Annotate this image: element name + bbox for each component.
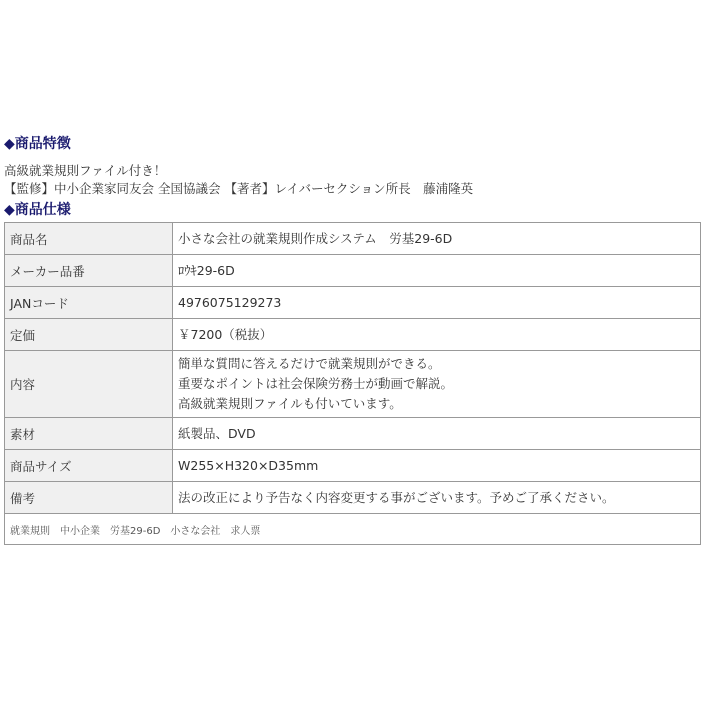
- specs-heading: ◆商品仕様: [4, 202, 71, 218]
- table-row: [5, 287, 701, 319]
- spec-value-product-name: [173, 223, 701, 255]
- spec-label-jan-code: JANコード: [5, 287, 173, 319]
- spec-value-price: [173, 319, 701, 351]
- spec-value-maker-code: [173, 255, 701, 287]
- keywords-row: 就業規則 中小企業 労基29-6D 小さな会社 求人票: [4, 514, 701, 545]
- product-description: [4, 134, 701, 545]
- table-row: [5, 351, 701, 418]
- value-line: ￥7200（税抜）: [178, 326, 273, 342]
- value-line: ﾛｳｷ29-6D: [178, 262, 235, 278]
- value-line: 紙製品、DVD: [178, 425, 256, 441]
- value-line: 簡単な質問に答えるだけで就業規則ができる。: [178, 356, 441, 371]
- spec-label-size: 商品サイズ: [5, 450, 173, 482]
- features-heading: ◆商品特徴: [4, 136, 71, 152]
- spec-label-maker-code: メーカー品番: [5, 255, 173, 287]
- features-text: [4, 162, 701, 198]
- spec-label-material: 素材: [5, 418, 173, 450]
- spec-value-contents: [173, 351, 701, 418]
- table-row: [5, 418, 701, 450]
- value-line: 4976075129273: [178, 294, 282, 310]
- value-line: 法の改正により予告なく内容変更する事がございます。予めご了承ください。: [178, 489, 615, 505]
- spec-table: [4, 222, 701, 514]
- table-row: [5, 482, 701, 514]
- value-line: 高級就業規則ファイルも付いています。: [178, 396, 402, 411]
- value-line: 重要なポイントは社会保険労務士が動画で解説。: [178, 376, 454, 391]
- spec-value-size: [173, 450, 701, 482]
- table-row: [5, 255, 701, 287]
- table-row: [5, 450, 701, 482]
- table-row: [5, 223, 701, 255]
- spec-label-price: 定価: [5, 319, 173, 351]
- feature-line: 【監修】中小企業家同友会 全国協議会 【著者】レイバーセクション所長 藤浦隆英: [4, 181, 474, 196]
- spec-label-notes: 備考: [5, 482, 173, 514]
- spec-value-notes: [173, 482, 701, 514]
- spec-value-jan-code: [173, 287, 701, 319]
- spec-value-material: [173, 418, 701, 450]
- spec-label-product-name: 商品名: [5, 223, 173, 255]
- value-line: W255×H320×D35mm: [178, 457, 319, 473]
- feature-line: 高級就業規則ファイル付き！: [4, 163, 167, 178]
- spec-label-contents: 内容: [5, 351, 173, 418]
- table-row: [5, 319, 701, 351]
- value-line: 小さな会社の就業規則作成システム 労基29-6D: [178, 230, 453, 246]
